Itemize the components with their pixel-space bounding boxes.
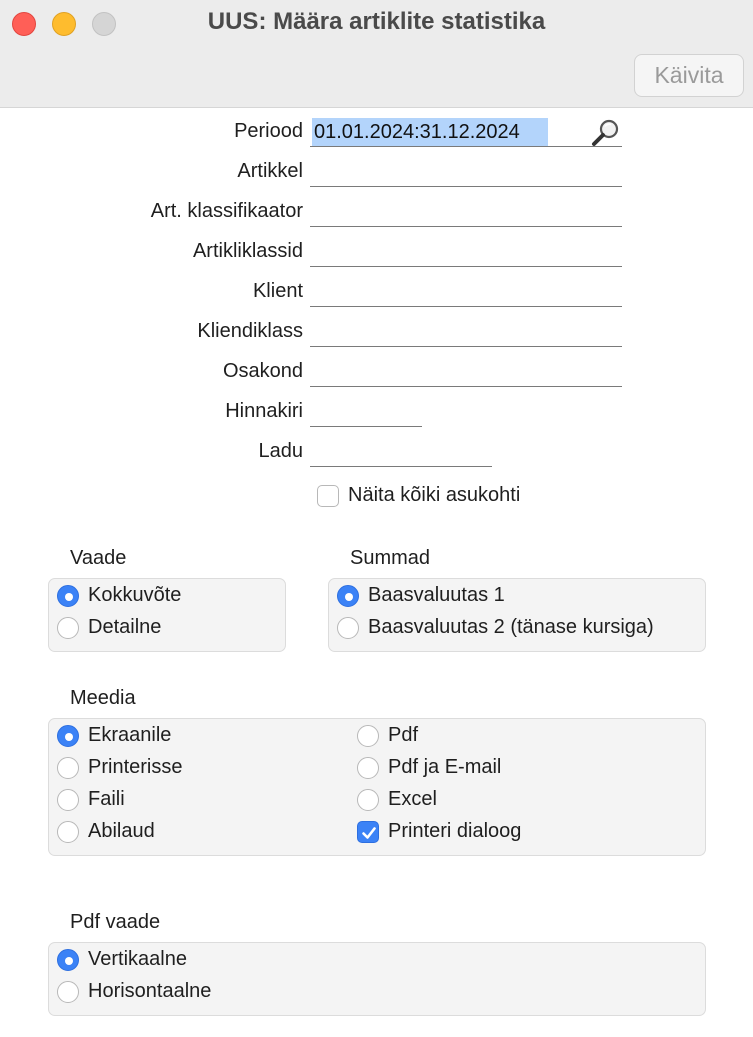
pdf-view-group-title: Pdf vaade <box>70 911 161 933</box>
client-class-input[interactable] <box>310 346 622 347</box>
art-classifier-label: Art. klassifikaator <box>150 200 303 222</box>
media-screen-label: Ekraanile <box>88 724 172 746</box>
period-underline <box>310 146 622 147</box>
client-input[interactable] <box>310 306 622 307</box>
media-screen-radio[interactable] <box>57 725 79 747</box>
media-group-title: Meedia <box>70 687 136 709</box>
sums-base-currency-2-label: Baasvaluutas 2 (tänase kursiga) <box>368 616 654 638</box>
media-file-radio[interactable] <box>57 789 79 811</box>
run-button[interactable]: Käivita <box>634 54 744 97</box>
sums-group-title: Summad <box>350 547 431 569</box>
title-bar <box>0 0 753 108</box>
media-printer-label: Printerisse <box>88 756 183 778</box>
show-all-locations-label: Näita kõiki asukohti <box>348 484 521 506</box>
media-printer-radio[interactable] <box>57 757 79 779</box>
media-file-label: Faili <box>88 788 125 810</box>
department-input[interactable] <box>310 386 622 387</box>
media-pdf-label: Pdf <box>388 724 419 746</box>
view-summary-radio[interactable] <box>57 585 79 607</box>
window-title: UUS: Määra artiklite statistika <box>207 8 546 35</box>
client-class-label: Kliendiklass <box>197 320 303 342</box>
article-classes-input[interactable] <box>310 266 622 267</box>
view-detailed-radio[interactable] <box>57 617 79 639</box>
price-list-label: Hinnakiri <box>225 400 303 422</box>
media-pdf-email-label: Pdf ja E-mail <box>388 756 502 778</box>
warehouse-input[interactable] <box>310 466 492 467</box>
show-all-locations-checkbox[interactable] <box>317 485 339 507</box>
sums-base-currency-2-radio[interactable] <box>337 617 359 639</box>
media-clipboard-label: Abilaud <box>88 820 155 842</box>
pdf-horizontal-radio[interactable] <box>57 981 79 1003</box>
view-group-title: Vaade <box>70 547 127 569</box>
media-excel-label: Excel <box>388 788 437 810</box>
article-classes-label: Artikliklassid <box>192 240 303 262</box>
sums-base-currency-1-radio[interactable] <box>337 585 359 607</box>
pdf-vertical-radio[interactable] <box>57 949 79 971</box>
period-input[interactable]: 01.01.2024:31.12.2024 <box>312 118 548 146</box>
media-pdf-radio[interactable] <box>357 725 379 747</box>
department-label: Osakond <box>222 360 303 382</box>
media-pdf-email-radio[interactable] <box>357 757 379 779</box>
search-icon[interactable] <box>590 117 622 149</box>
article-input[interactable] <box>310 186 622 187</box>
checkmark-icon <box>360 824 378 842</box>
printer-dialog-checkbox[interactable] <box>357 821 379 843</box>
art-classifier-input[interactable] <box>310 226 622 227</box>
printer-dialog-label: Printeri dialoog <box>388 820 522 842</box>
client-label: Klient <box>252 280 303 302</box>
pdf-vertical-label: Vertikaalne <box>88 948 187 970</box>
article-label: Artikkel <box>237 160 303 182</box>
pdf-horizontal-label: Horisontaalne <box>88 980 212 1002</box>
period-label: Periood <box>234 120 303 142</box>
view-summary-label: Kokkuvõte <box>88 584 182 606</box>
view-detailed-label: Detailne <box>88 616 162 638</box>
media-clipboard-radio[interactable] <box>57 821 79 843</box>
media-excel-radio[interactable] <box>357 789 379 811</box>
price-list-input[interactable] <box>310 426 422 427</box>
sums-base-currency-1-label: Baasvaluutas 1 <box>368 584 505 606</box>
warehouse-label: Ladu <box>258 440 303 462</box>
